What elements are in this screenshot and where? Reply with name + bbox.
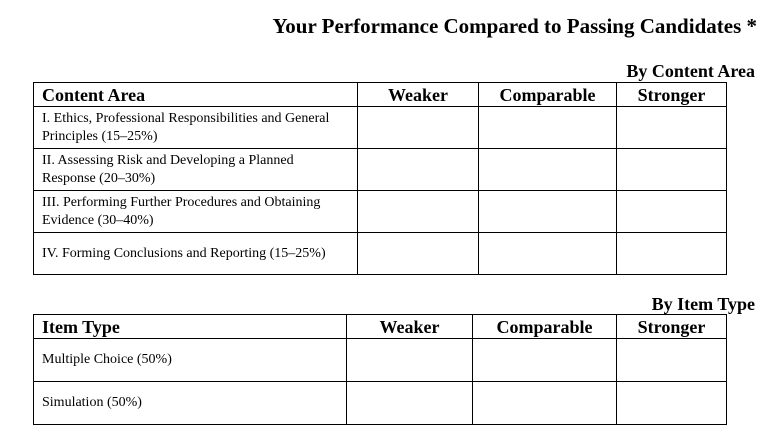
- comparable-cell: [473, 382, 617, 425]
- content-area-label: IV. Forming Conclusions and Reporting (15–25%): [34, 233, 358, 275]
- column-header-item-type: Item Type: [34, 315, 347, 339]
- stronger-cell: [617, 382, 727, 425]
- weaker-cell: [358, 233, 479, 275]
- content-area-section-label: By Content Area: [626, 61, 755, 81]
- content-area-table: [33, 82, 727, 275]
- stronger-cell: [617, 149, 727, 191]
- table-header-row: [34, 83, 727, 107]
- content-area-label: III. Performing Further Procedures and Obtaining Evidence (30–40%): [34, 191, 358, 233]
- comparable-cell: [479, 233, 617, 275]
- stronger-cell: [617, 339, 727, 382]
- comparable-cell: [479, 149, 617, 191]
- comparable-cell: [479, 191, 617, 233]
- item-type-table: [33, 314, 727, 425]
- weaker-cell: [358, 191, 479, 233]
- table-row: [34, 233, 727, 275]
- table-row: [34, 149, 727, 191]
- weaker-cell: [347, 382, 473, 425]
- comparable-cell: [473, 339, 617, 382]
- item-type-label: Simulation (50%): [34, 382, 347, 425]
- weaker-cell: [347, 339, 473, 382]
- column-header-comparable: Comparable: [479, 83, 617, 107]
- page-title: Your Performance Compared to Passing Candidates *: [272, 14, 757, 38]
- item-type-section-label: By Item Type: [651, 294, 755, 314]
- comparable-cell: [479, 107, 617, 149]
- item-type-label: Multiple Choice (50%): [34, 339, 347, 382]
- table-row: [34, 107, 727, 149]
- column-header-comparable: Comparable: [473, 315, 617, 339]
- table-row: [34, 191, 727, 233]
- stronger-cell: [617, 233, 727, 275]
- stronger-cell: [617, 107, 727, 149]
- table-row: [34, 382, 727, 425]
- column-header-stronger: Stronger: [617, 83, 727, 107]
- content-area-label: I. Ethics, Professional Responsibilities and General Principles (15–25%): [34, 107, 358, 149]
- stronger-cell: [617, 191, 727, 233]
- column-header-stronger: Stronger: [617, 315, 727, 339]
- column-header-weaker: Weaker: [358, 83, 479, 107]
- column-header-weaker: Weaker: [347, 315, 473, 339]
- weaker-cell: [358, 149, 479, 191]
- column-header-content-area: Content Area: [34, 83, 358, 107]
- table-row: [34, 339, 727, 382]
- table-header-row: [34, 315, 727, 339]
- content-area-label: II. Assessing Risk and Developing a Planned Response (20–30%): [34, 149, 358, 191]
- weaker-cell: [358, 107, 479, 149]
